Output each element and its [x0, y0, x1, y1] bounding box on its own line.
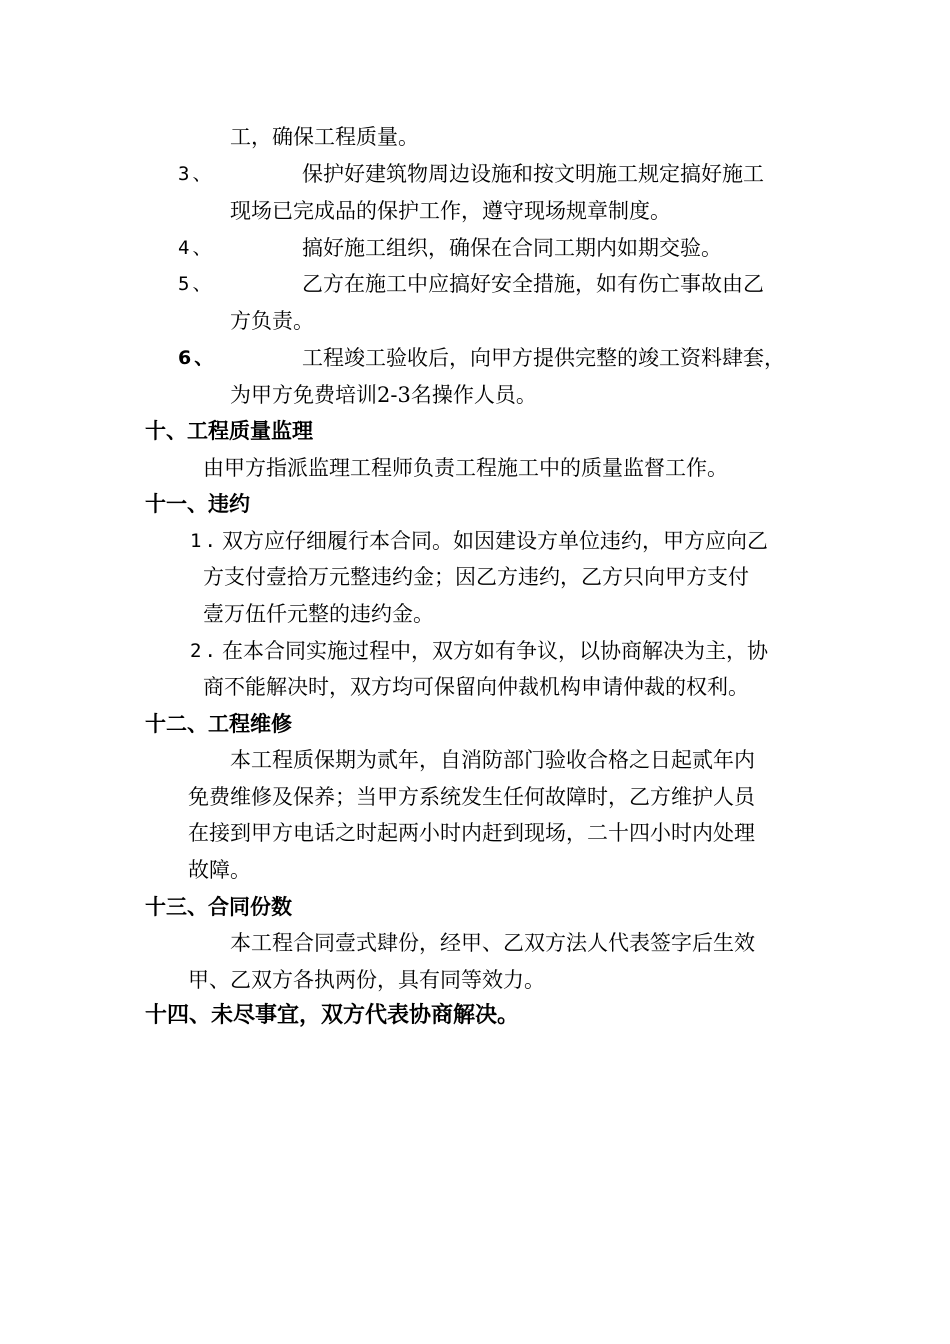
item-3-line-2: 现场已完成品的保护工作，遵守现场规章制度。 [230, 199, 671, 223]
section-11-item-1-line-2: 方支付壹拾万元整违约金；因乙方违约，乙方只向甲方支付 [203, 565, 749, 589]
item-2-continuation: 工，确保工程质量。 [230, 125, 419, 149]
item-4-line-1: 搞好施工组织，确保在合同工期内如期交验。 [302, 236, 722, 260]
section-13-line-1: 本工程合同壹式肆份，经甲、乙双方法人代表签字后生效 [230, 931, 755, 955]
section-13-line-2: 甲、乙双方各执两份，具有同等效力。 [188, 968, 545, 992]
item-6-line-2: 为甲方免费培训2-3名操作人员。 [230, 383, 537, 407]
section-13-heading: 十三、合同份数 [145, 895, 292, 919]
section-14-heading: 十四、未尽事宜，双方代表协商解决。 [145, 1003, 520, 1028]
section-11-item-1-line-1: 双方应仔细履行本合同。如因建设方单位违约，甲方应向乙 [222, 529, 768, 553]
section-11-item-1-number: 1. [190, 530, 219, 552]
section-12-line-3: 在接到甲方电话之时起两小时内赶到现场，二十四小时内处理 [188, 821, 755, 845]
section-10-body: 由甲方指派监理工程师负责工程施工中的质量监督工作。 [203, 456, 728, 480]
section-12-line-2: 免费维修及保养；当甲方系统发生任何故障时，乙方维护人员 [188, 785, 755, 809]
item-5-line-1: 乙方在施工中应搞好安全措施，如有伤亡事故由乙 [302, 272, 764, 296]
section-10-heading: 十、工程质量监理 [145, 419, 313, 443]
section-11-item-2-number: 2. [190, 640, 219, 662]
item-4-number: 4、 [178, 237, 215, 259]
section-11-item-2-line-2: 商不能解决时，双方均可保留向仲裁机构申请仲裁的权利。 [203, 675, 749, 699]
section-12-line-1: 本工程质保期为贰年，自消防部门验收合格之日起贰年内 [230, 748, 755, 772]
item-6-line-1: 工程竣工验收后，向甲方提供完整的竣工资料肆套， [302, 346, 785, 370]
section-11-item-1-line-3: 壹万伍仟元整的违约金。 [203, 602, 434, 626]
section-11-item-2-line-1: 在本合同实施过程中，双方如有争议，以协商解决为主，协 [222, 639, 768, 663]
item-6-number: 6、 [178, 347, 217, 369]
item-5-line-2: 方负责。 [230, 309, 314, 333]
section-11-heading: 十一、违约 [145, 492, 250, 516]
item-3-number: 3、 [178, 163, 215, 185]
item-5-number: 5、 [178, 273, 215, 295]
section-12-line-4: 故障。 [188, 858, 251, 882]
section-12-heading: 十二、工程维修 [145, 712, 292, 736]
item-3-line-1: 保护好建筑物周边设施和按文明施工规定搞好施工 [302, 162, 764, 186]
